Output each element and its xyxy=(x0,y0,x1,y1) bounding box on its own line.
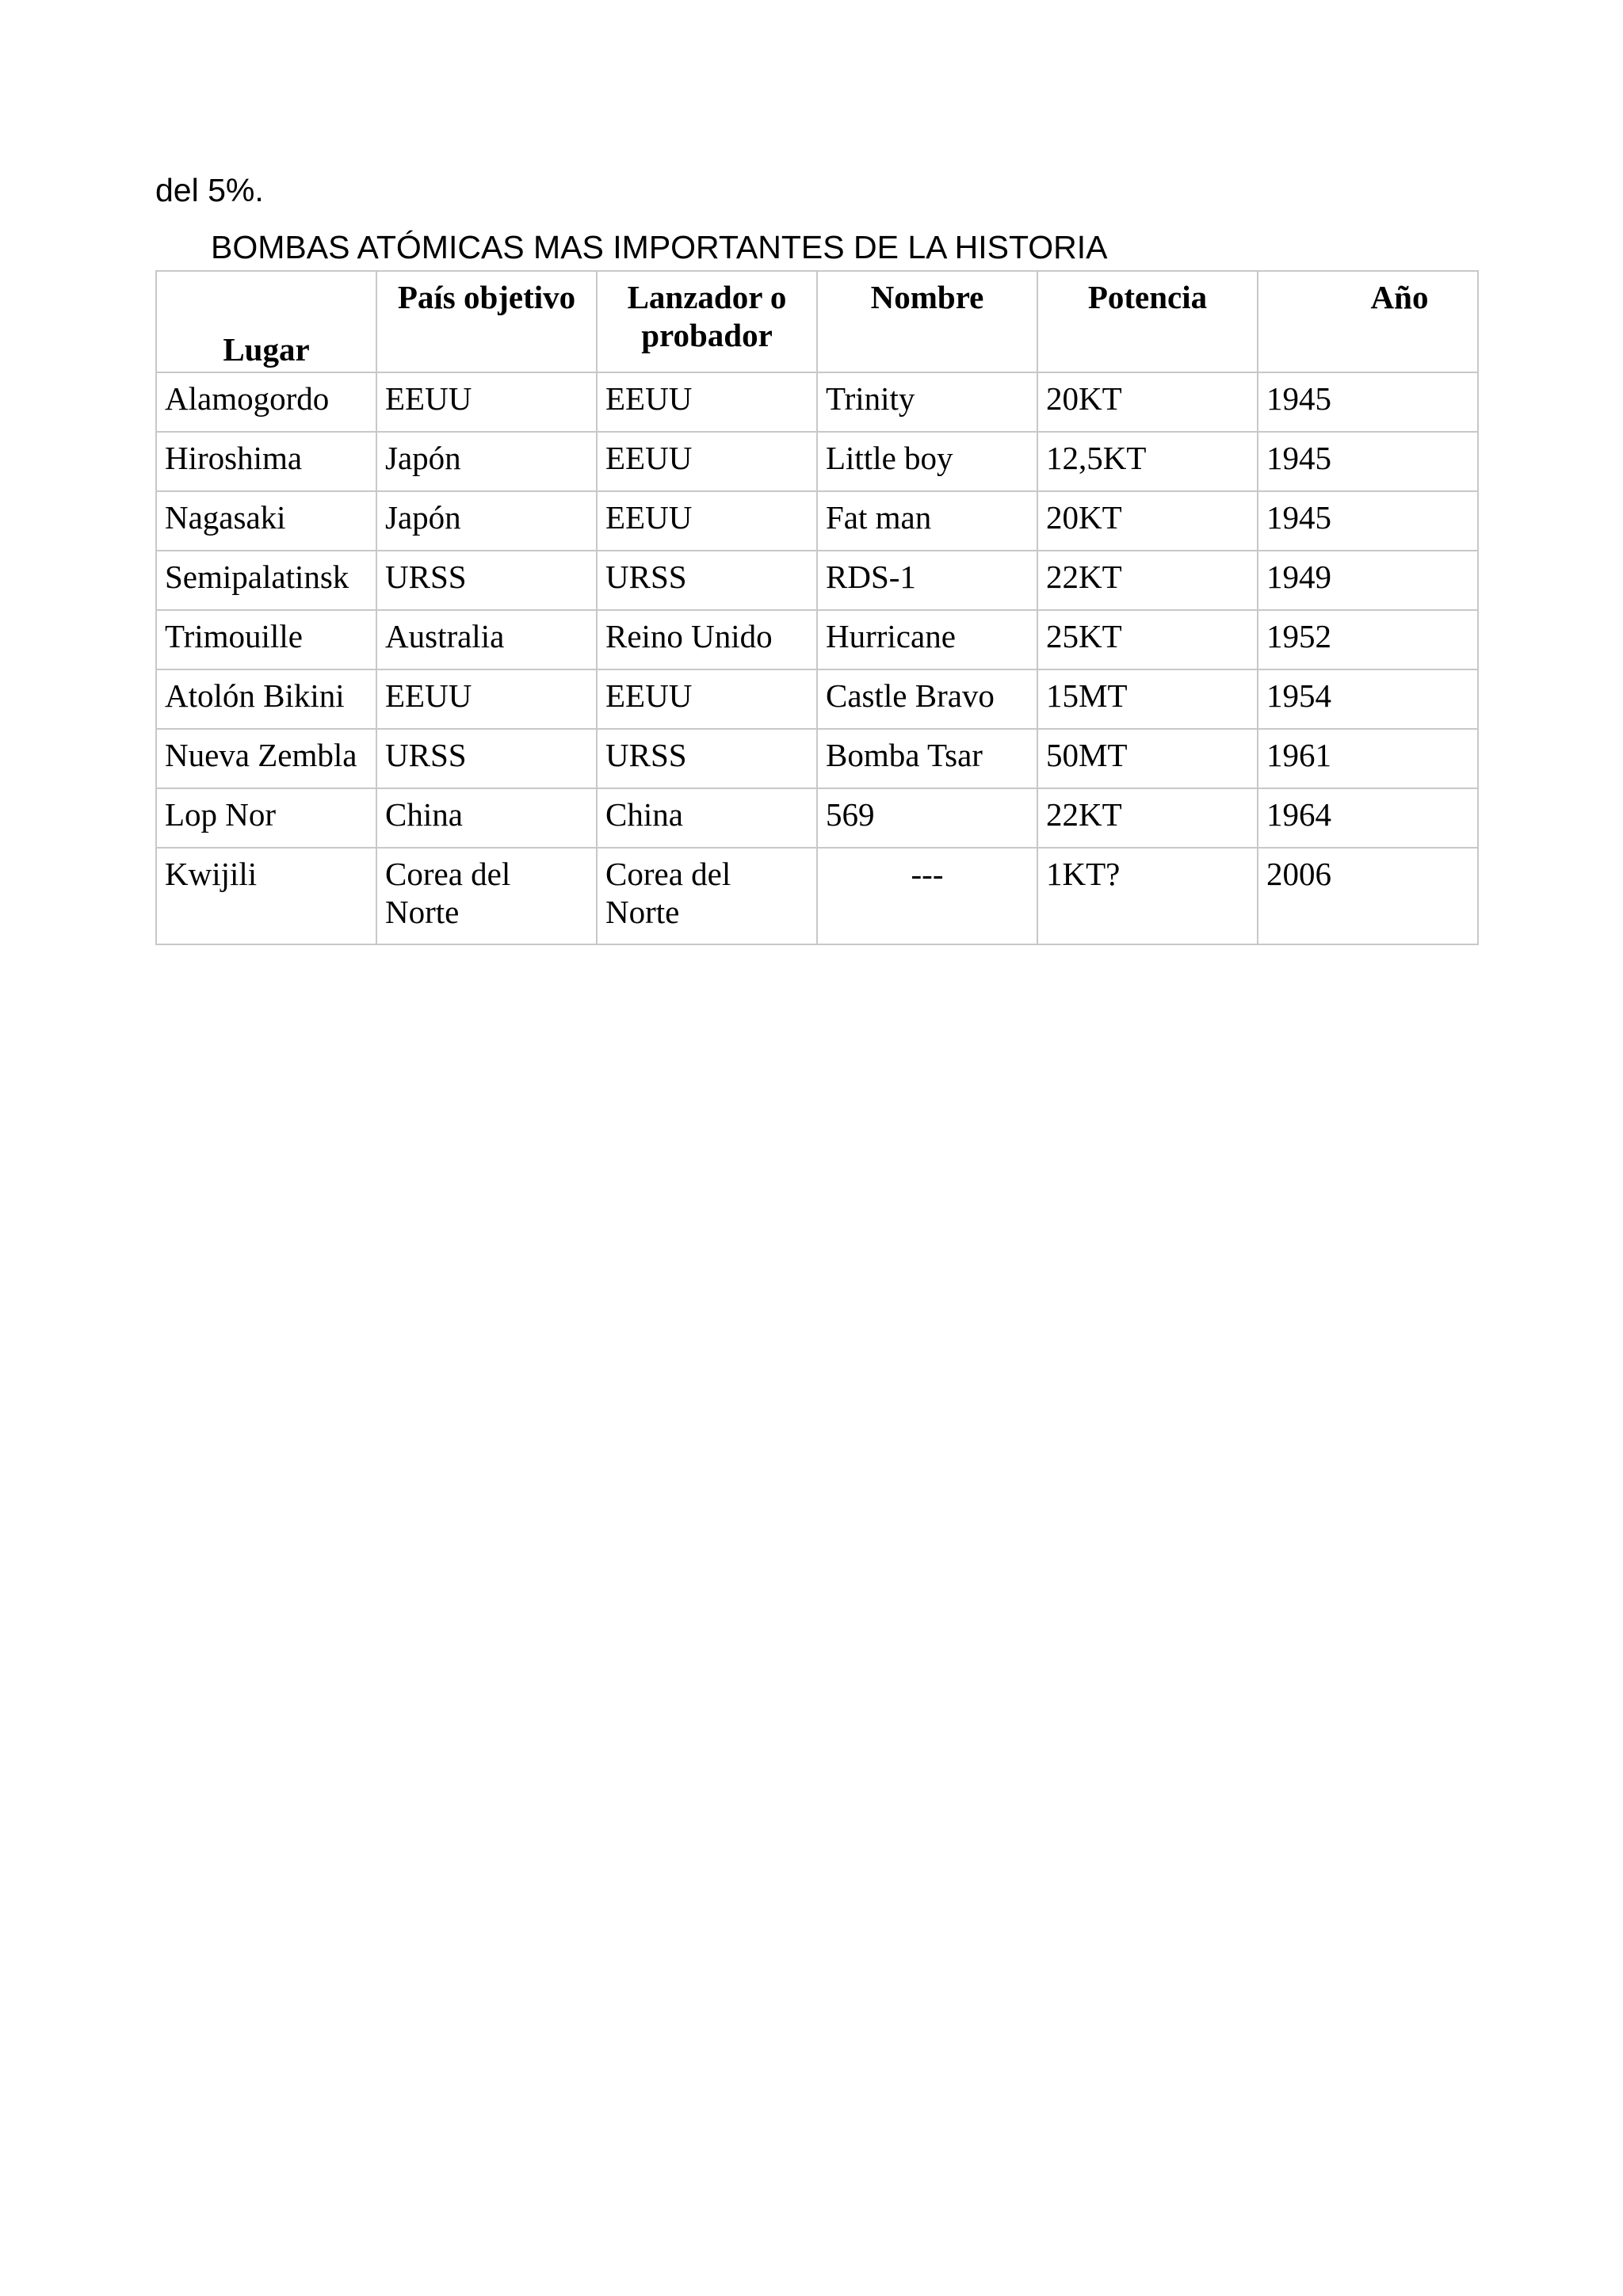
table-row xyxy=(156,610,1478,669)
cell-lanzador: EEUU xyxy=(597,432,817,491)
table-row xyxy=(156,788,1478,848)
cell-lanzador: Reino Unido xyxy=(597,610,817,669)
cell-pais: Japón xyxy=(376,491,597,551)
cell-anio: 1945 xyxy=(1258,432,1478,491)
cell-lugar: Semipalatinsk xyxy=(156,551,376,610)
cell-pais: EEUU xyxy=(376,669,597,729)
cell-pais: URSS xyxy=(376,729,597,788)
cell-lugar: Hiroshima xyxy=(156,432,376,491)
header-lanzador: Lanzador o probador xyxy=(597,271,817,372)
cell-nombre: --- xyxy=(817,848,1037,944)
cell-lugar: Atolón Bikini xyxy=(156,669,376,729)
table-row xyxy=(156,848,1478,944)
header-potencia: Potencia xyxy=(1037,271,1258,372)
cell-potencia: 20KT xyxy=(1037,372,1258,432)
header-row xyxy=(156,271,1478,372)
table-row xyxy=(156,491,1478,551)
cell-lanzador: URSS xyxy=(597,729,817,788)
cell-anio: 1949 xyxy=(1258,551,1478,610)
header-anio: Año xyxy=(1258,271,1478,372)
table-row xyxy=(156,729,1478,788)
cell-anio: 1952 xyxy=(1258,610,1478,669)
cell-potencia: 50MT xyxy=(1037,729,1258,788)
cell-potencia: 1KT? xyxy=(1037,848,1258,944)
cell-lugar: Nueva Zembla xyxy=(156,729,376,788)
cell-pais: China xyxy=(376,788,597,848)
header-pais-objetivo: País objetivo xyxy=(376,271,597,372)
cell-nombre: Hurricane xyxy=(817,610,1037,669)
cell-pais: Japón xyxy=(376,432,597,491)
cell-lanzador: Corea del Norte xyxy=(597,848,817,944)
table-header xyxy=(156,271,1478,372)
table-title: BOMBAS ATÓMICAS MAS IMPORTANTES DE LA HISTORIA xyxy=(211,229,1108,265)
cell-lugar: Kwijili xyxy=(156,848,376,944)
cell-lanzador: China xyxy=(597,788,817,848)
intro-text: del 5%. xyxy=(155,172,264,208)
header-nombre: Nombre xyxy=(817,271,1037,372)
cell-potencia: 15MT xyxy=(1037,669,1258,729)
cell-lanzador: EEUU xyxy=(597,491,817,551)
table-row xyxy=(156,432,1478,491)
cell-lugar: Nagasaki xyxy=(156,491,376,551)
cell-nombre: RDS-1 xyxy=(817,551,1037,610)
cell-nombre: Fat man xyxy=(817,491,1037,551)
cell-nombre: Bomba Tsar xyxy=(817,729,1037,788)
cell-lugar: Alamogordo xyxy=(156,372,376,432)
cell-lanzador: EEUU xyxy=(597,372,817,432)
cell-lanzador: EEUU xyxy=(597,669,817,729)
table-row xyxy=(156,372,1478,432)
cell-nombre: 569 xyxy=(817,788,1037,848)
cell-pais: Corea del Norte xyxy=(376,848,597,944)
cell-anio: 1961 xyxy=(1258,729,1478,788)
cell-anio: 1964 xyxy=(1258,788,1478,848)
cell-pais: Australia xyxy=(376,610,597,669)
cell-anio: 2006 xyxy=(1258,848,1478,944)
cell-potencia: 12,5KT xyxy=(1037,432,1258,491)
table-row xyxy=(156,551,1478,610)
table-row xyxy=(156,669,1478,729)
cell-potencia: 20KT xyxy=(1037,491,1258,551)
cell-anio: 1945 xyxy=(1258,491,1478,551)
atomic-bombs-table xyxy=(155,270,1479,945)
header-lugar: Lugar xyxy=(156,271,376,372)
cell-anio: 1945 xyxy=(1258,372,1478,432)
cell-pais: EEUU xyxy=(376,372,597,432)
cell-lanzador: URSS xyxy=(597,551,817,610)
cell-lugar: Lop Nor xyxy=(156,788,376,848)
cell-nombre: Castle Bravo xyxy=(817,669,1037,729)
cell-anio: 1954 xyxy=(1258,669,1478,729)
cell-nombre: Little boy xyxy=(817,432,1037,491)
cell-potencia: 25KT xyxy=(1037,610,1258,669)
cell-nombre: Trinity xyxy=(817,372,1037,432)
cell-potencia: 22KT xyxy=(1037,788,1258,848)
table-body xyxy=(156,372,1478,944)
cell-pais: URSS xyxy=(376,551,597,610)
cell-lugar: Trimouille xyxy=(156,610,376,669)
cell-potencia: 22KT xyxy=(1037,551,1258,610)
